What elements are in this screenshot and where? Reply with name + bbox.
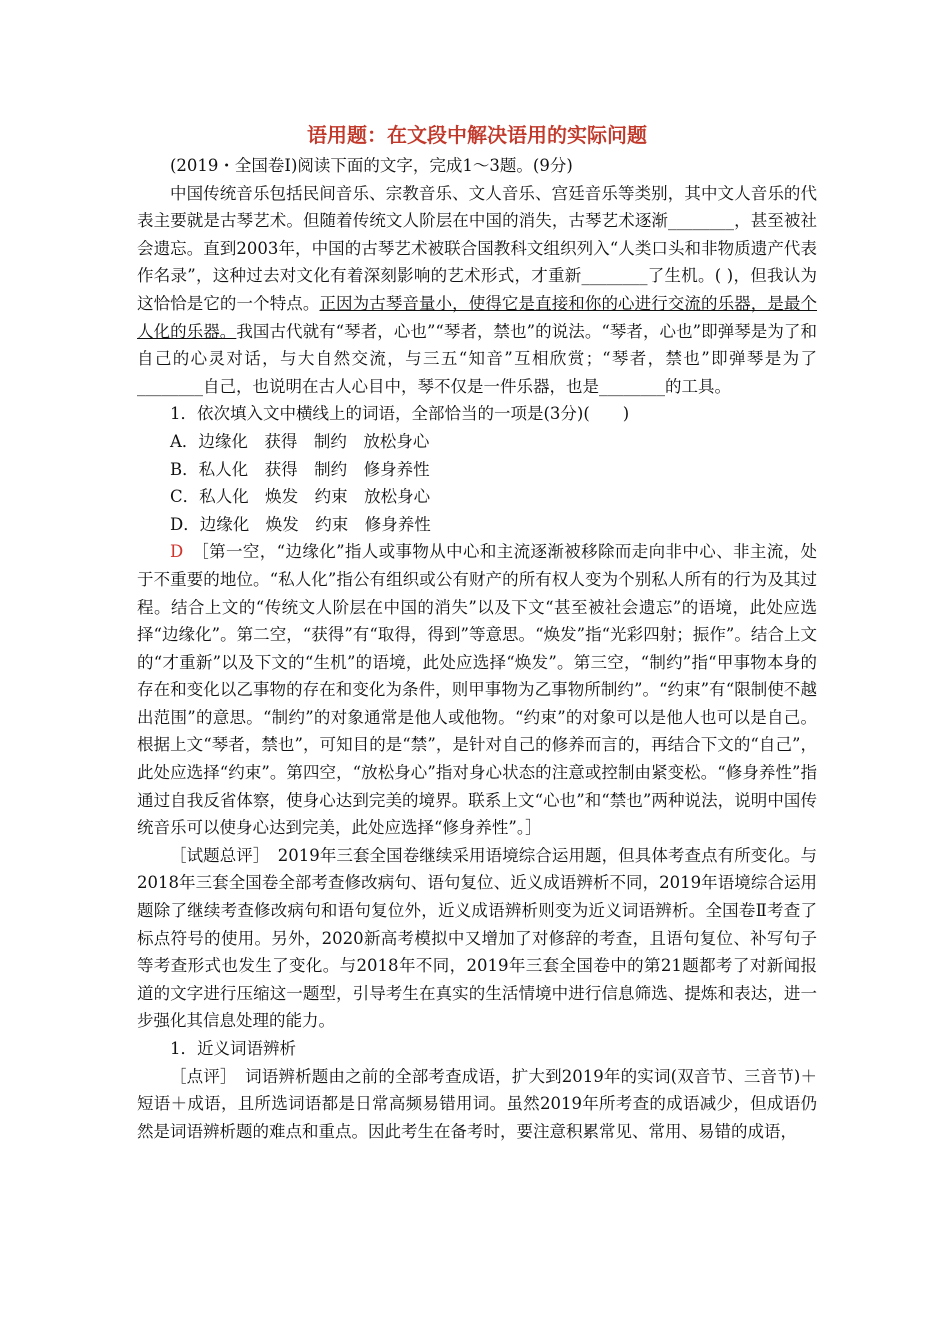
passage-part2: 我国古代就有“琴者，心也”“琴者，禁也”的说法。“琴者，心也”即弹琴是为了和自己的心灵对话，与大自然交流，与三五“知音”互相欣赏；“琴者，禁也”即弹琴是为了________自己，也说明在古人心目中，琴不仅是一件乐器，也是________的工具。 (137, 321, 817, 396)
option-b: B．私人化 获得 制约 修身养性 (170, 459, 430, 479)
comment: ［点评］ 词语辨析题由之前的全部考查成语，扩大到2019年的实词(双音节、三音节)＋短语＋成语，且所选词语都是日常高频易错用词。虽然2019年所考查的成语减少，但成语仍然是词语辨析题的难点和重点。因此考生在备考时，要注意积累常见、常用、易错的成语， (137, 1066, 817, 1141)
passage-part1: 中国传统音乐包括民间音乐、宗教音乐、文人音乐、宫廷音乐等类别，其中文人音乐的代表主要就是古琴艺术。但随着传统文人阶层在中国的消失，古琴艺术逐渐________，甚至被社会遗忘。直到2003年，中国的古琴艺术被联合国教科文组织列入“人类口头和非物质遗产代表作名录”，这种过去对文化有着深刻影响的艺术形式，才重新________了生机。( )，但我认为这恰恰是它的一个特点。 (137, 183, 817, 313)
question: 1．依次填入文中横线上的词语，全部恰当的一项是(3分)( ) (170, 404, 630, 424)
analysis-text: ［第一空，“边缘化”指人或事物从中心和主流逐渐被移除而走向非中心、非主流，处于不重要的地位。“私人化”指公有组织或公有财产的所有权人变为个别私人所有的行为及其过程。结合上文的“传统文人阶层在中国的消失”以及下文“甚至被社会遗忘”的语境，此处应选择“边缘化”。第二空，“获得”有“取得，得到”等意思。“焕发”指“光彩四射；振作”。结合上文的“才重新”以及下文的“生机”的语境，此处应选择“焕发”。第三空，“制约”指“甲事物本身的存在和变化以乙事物的存在和变化为条件，则甲事物为乙事物所制约”。“约束”有“限制使不越出范围”的意思。“制约”的对象通常是他人或他物。“约束”的对象可以是他人也可以是自己。根据上文“琴者，禁也”，可知目的是“禁”，是针对自己的修养而言的，再结合下文的“自己”，此处应选择“约束”。第四空，“放松身心”指对身心状态的注意或控制由紧变松。“修身养性”指通过自我反省体察，使身心达到完美的境界。联系上文“心也”和“禁也”两种说法，说明中国传统音乐可以使身心达到完美，此处应选择“修身养性”。］ (137, 542, 818, 838)
document-page (137, 120, 817, 1145)
option-c: C．私人化 焕发 约束 放松身心 (170, 487, 431, 507)
answer-letter: D (170, 542, 184, 562)
intro-line: (2019・全国卷Ⅰ)阅读下面的文字，完成1～3题。(9分) (170, 156, 573, 175)
review: ［试题总评］ 2019年三套全国卷继续采用语境综合运用题，但具体考查点有所变化。与2018年三套全国卷全部考查修改病句、语句复位、近义成语辨析不同，2019年语境综合运用题除了继续考查修改病句和语句复位外，近义成语辨析则变为近义词语辨析。全国卷Ⅱ考查了标点符号的使用。另外，2020新高考模拟中又增加了对修辞的考查，且语句复位、补写句子等考查形式也发生了变化。与2018年不同，2019年三套全国卷中的第21题都考了对新闻报道的文字进行压缩这一题型，引导考生在真实的生活情境中进行信息筛选、提炼和表达，进一步强化其信息处理的能力。 (137, 845, 817, 1031)
page-title: 语用题：在文段中解决语用的实际问题 (307, 123, 647, 147)
underlined-sentence: 正因为古琴音量小，使得它是直接和你的心进行交流的乐器，是最个人化的乐器。 (137, 293, 818, 341)
option-d: D．边缘化 焕发 约束 修身养性 (170, 514, 431, 534)
passage (137, 180, 817, 401)
analysis (137, 538, 817, 842)
option-a: A．边缘化 获得 制约 放松身心 (170, 431, 430, 451)
section-heading: 1．近义词语辨析 (170, 1039, 296, 1058)
